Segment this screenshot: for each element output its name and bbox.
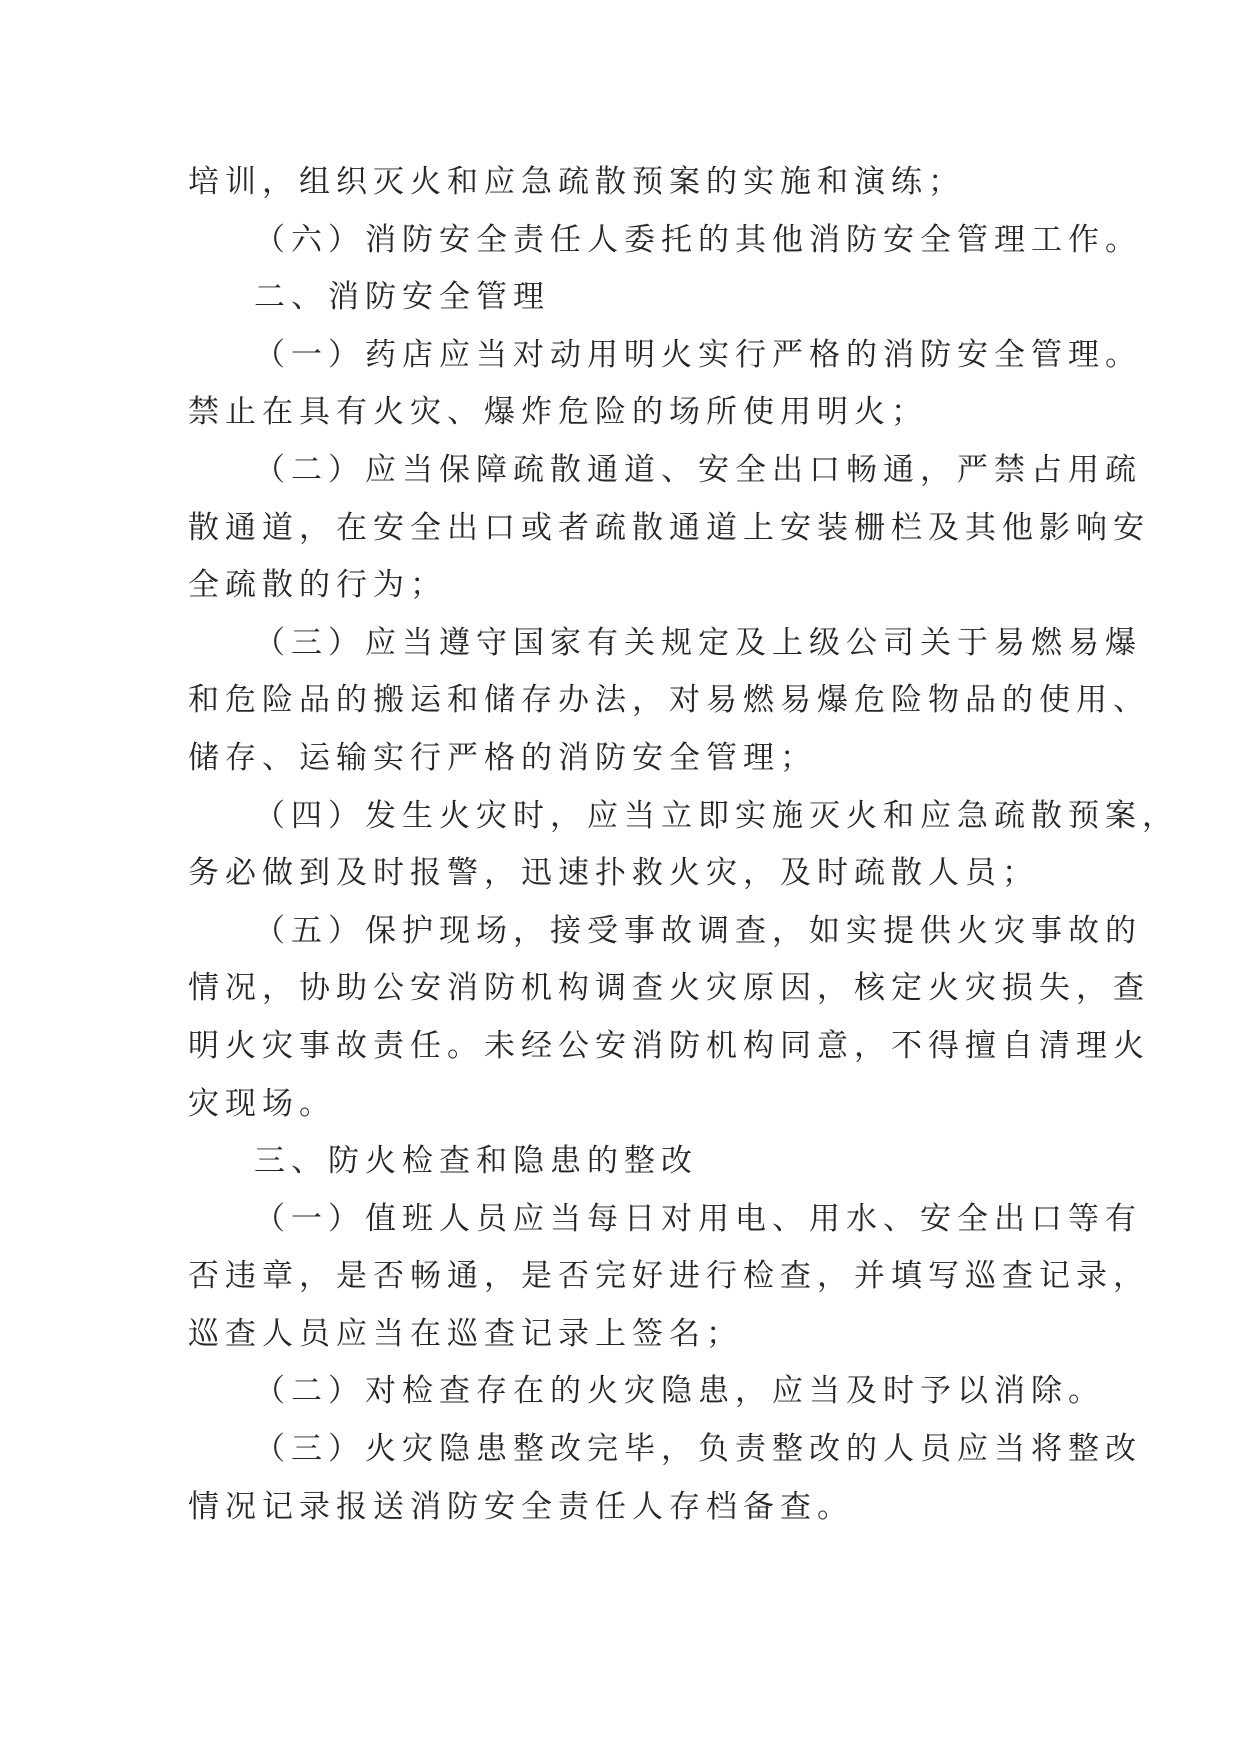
text-line: 禁止在具有火灾、爆炸危险的场所使用明火；	[188, 394, 928, 431]
text-line: 务必做到及时报警，迅速扑救火灾，及时疏散人员；	[188, 855, 1039, 892]
section-heading: 二、消防安全管理	[254, 279, 550, 316]
text-line: （二）对检查存在的火灾隐患，应当及时予以消除。	[254, 1373, 1105, 1410]
text-line: （一）值班人员应当每日对用电、用水、安全出口等有	[254, 1200, 1142, 1237]
text-line: 灾现场。	[188, 1085, 336, 1122]
text-line: （五）保护现场，接受事故调查，如实提供火灾事故的	[254, 912, 1142, 949]
section-heading: 三、防火检查和隐患的整改	[254, 1143, 698, 1180]
text-line: （六）消防安全责任人委托的其他消防安全管理工作。	[254, 221, 1142, 258]
text-line: 明火灾事故责任。未经公安消防机构同意，不得擅自清理火	[188, 1027, 1150, 1064]
text-line: 培训，组织灭火和应急疏散预案的实施和演练；	[188, 164, 965, 200]
text-line: 情况记录报送消防安全责任人存档备查。	[188, 1488, 854, 1525]
text-line: （二）应当保障疏散通道、安全出口畅通，严禁占用疏	[254, 451, 1142, 488]
text-line: 散通道，在安全出口或者疏散通道上安装栅栏及其他影响安	[188, 509, 1150, 546]
text-line: 储存、运输实行严格的消防安全管理；	[188, 739, 817, 776]
text-line: 和危险品的搬运和储存办法，对易燃易爆危险物品的使用、	[188, 682, 1150, 719]
text-line: （三）应当遵守国家有关规定及上级公司关于易燃易爆	[254, 624, 1142, 661]
text-line: （三）火灾隐患整改完毕，负责整改的人员应当将整改	[254, 1431, 1142, 1468]
text-line: 全疏散的行为；	[188, 567, 447, 604]
text-line: 巡查人员应当在巡查记录上签名；	[188, 1315, 743, 1352]
document-body	[188, 154, 1179, 1536]
text-line: 情况，协助公安消防机构调查火灾原因，核定火灾损失，查	[188, 970, 1150, 1007]
text-line: （四）发生火灾时，应当立即实施灭火和应急疏散预案，	[254, 797, 1179, 834]
text-line: （一）药店应当对动用明火实行严格的消防安全管理。	[254, 336, 1142, 373]
text-line: 否违章，是否畅通，是否完好进行检查，并填写巡查记录，	[188, 1258, 1150, 1295]
